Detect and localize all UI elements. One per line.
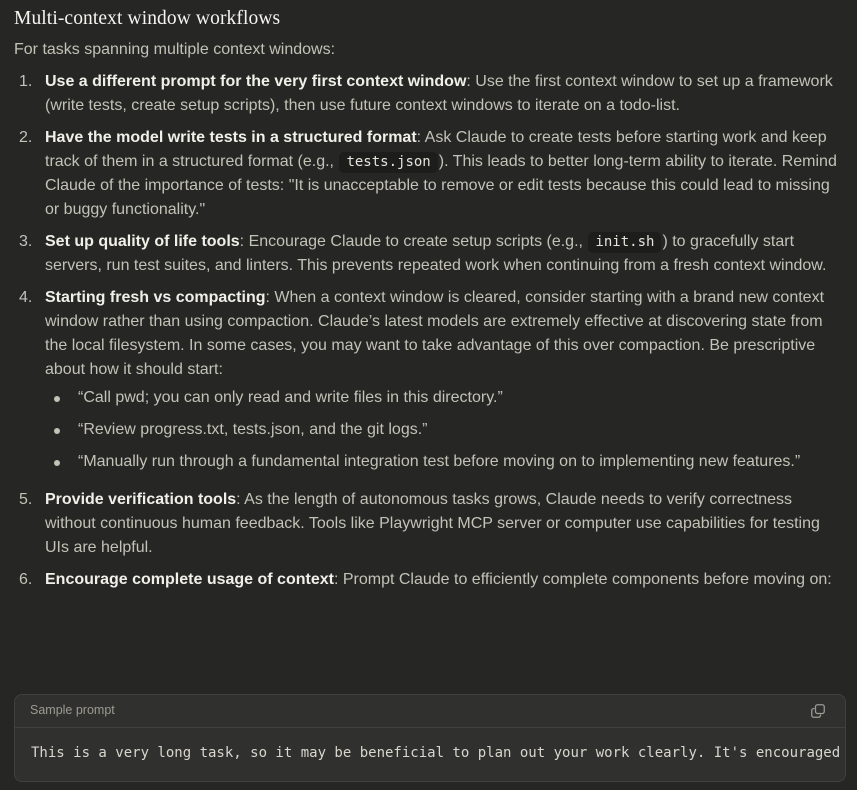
step-text: : Ask Claude to create tests before starting work and keep track of them in a structured format (e.g., [45, 129, 827, 170]
step-text: : Prompt Claude to efficiently complete components before moving on: [333, 571, 832, 588]
bullet-item [45, 450, 843, 474]
step-text: ) to gracefully start servers, run test suites, and linters. This prevents repeated work when continuing from a fresh context window. [45, 233, 827, 274]
list-item [0, 488, 843, 560]
section-title: Multi-context window workflows [14, 8, 281, 29]
bullet-icon [54, 460, 60, 466]
step-text: : As the length of autonomous tasks grows, Claude needs to verify correctness without continuous human feedback. Tools like Playwright MCP server or computer use capabilities for testing UIs are helpful. [45, 491, 820, 556]
list-item [0, 568, 843, 592]
bullet-item [45, 386, 843, 410]
list-item [0, 286, 843, 474]
step-title: Starting fresh vs compacting [45, 289, 266, 306]
step-number: 1. [19, 73, 33, 90]
step-title: Provide verification tools [45, 491, 237, 508]
list-item [0, 126, 843, 222]
bullet-text: “Call pwd; you can only read and write files in this directory.” [78, 389, 503, 406]
code-block-content[interactable]: This is a very long task, so it may be beneficial to plan out your work clearly. It's encouraged [31, 745, 841, 761]
bullet-icon [54, 396, 60, 402]
inline-code: init.sh [588, 232, 661, 253]
inline-code: tests.json [339, 152, 437, 173]
step-text: : Encourage Claude to create setup scripts (e.g., [239, 233, 588, 250]
step-text: ). This leads to better long-term ability to iterate. Remind Claude of the importance of tests: "It is unacceptable to remove or edit tests because this could lead to missing or buggy functionality." [45, 153, 837, 218]
step-text: : Use the first context window to set up a framework (write tests, create setup scripts), then use future context windows to iterate on a todo-list. [45, 73, 833, 114]
bullet-text: “Review progress.txt, tests.json, and the git logs.” [78, 421, 428, 438]
list-item [0, 230, 843, 278]
step-title: Encourage complete usage of context [45, 571, 334, 588]
step-number: 2. [19, 129, 33, 146]
step-title: Use a different prompt for the very first context window [45, 73, 467, 90]
sample-prompt-code-block [14, 694, 846, 782]
step-number: 4. [19, 289, 33, 306]
bullet-icon [54, 428, 60, 434]
code-block-label: Sample prompt [30, 703, 115, 717]
bullet-text: “Manually run through a fundamental integration test before moving on to implementing new features.” [78, 453, 801, 470]
copy-icon[interactable] [811, 704, 825, 718]
section-intro: For tasks spanning multiple context windows: [14, 41, 336, 58]
bullet-item [45, 418, 843, 442]
step-title: Set up quality of life tools [45, 233, 240, 250]
list-item [0, 70, 843, 118]
code-block-header [15, 695, 845, 728]
step-number: 6. [19, 571, 33, 588]
step-text: : When a context window is cleared, consider starting with a brand new context window rather than using compaction. Claude’s latest models are extremely effective at discovering state from the local filesystem. In some cases, you may want to take advantage of this over compaction. Be prescriptive about how it should start: [45, 289, 825, 378]
step-title: Have the model write tests in a structured format [45, 129, 417, 146]
workflow-steps-list [0, 70, 843, 600]
bullet-list [45, 386, 843, 474]
step-number: 5. [19, 491, 33, 508]
step-number: 3. [19, 233, 33, 250]
